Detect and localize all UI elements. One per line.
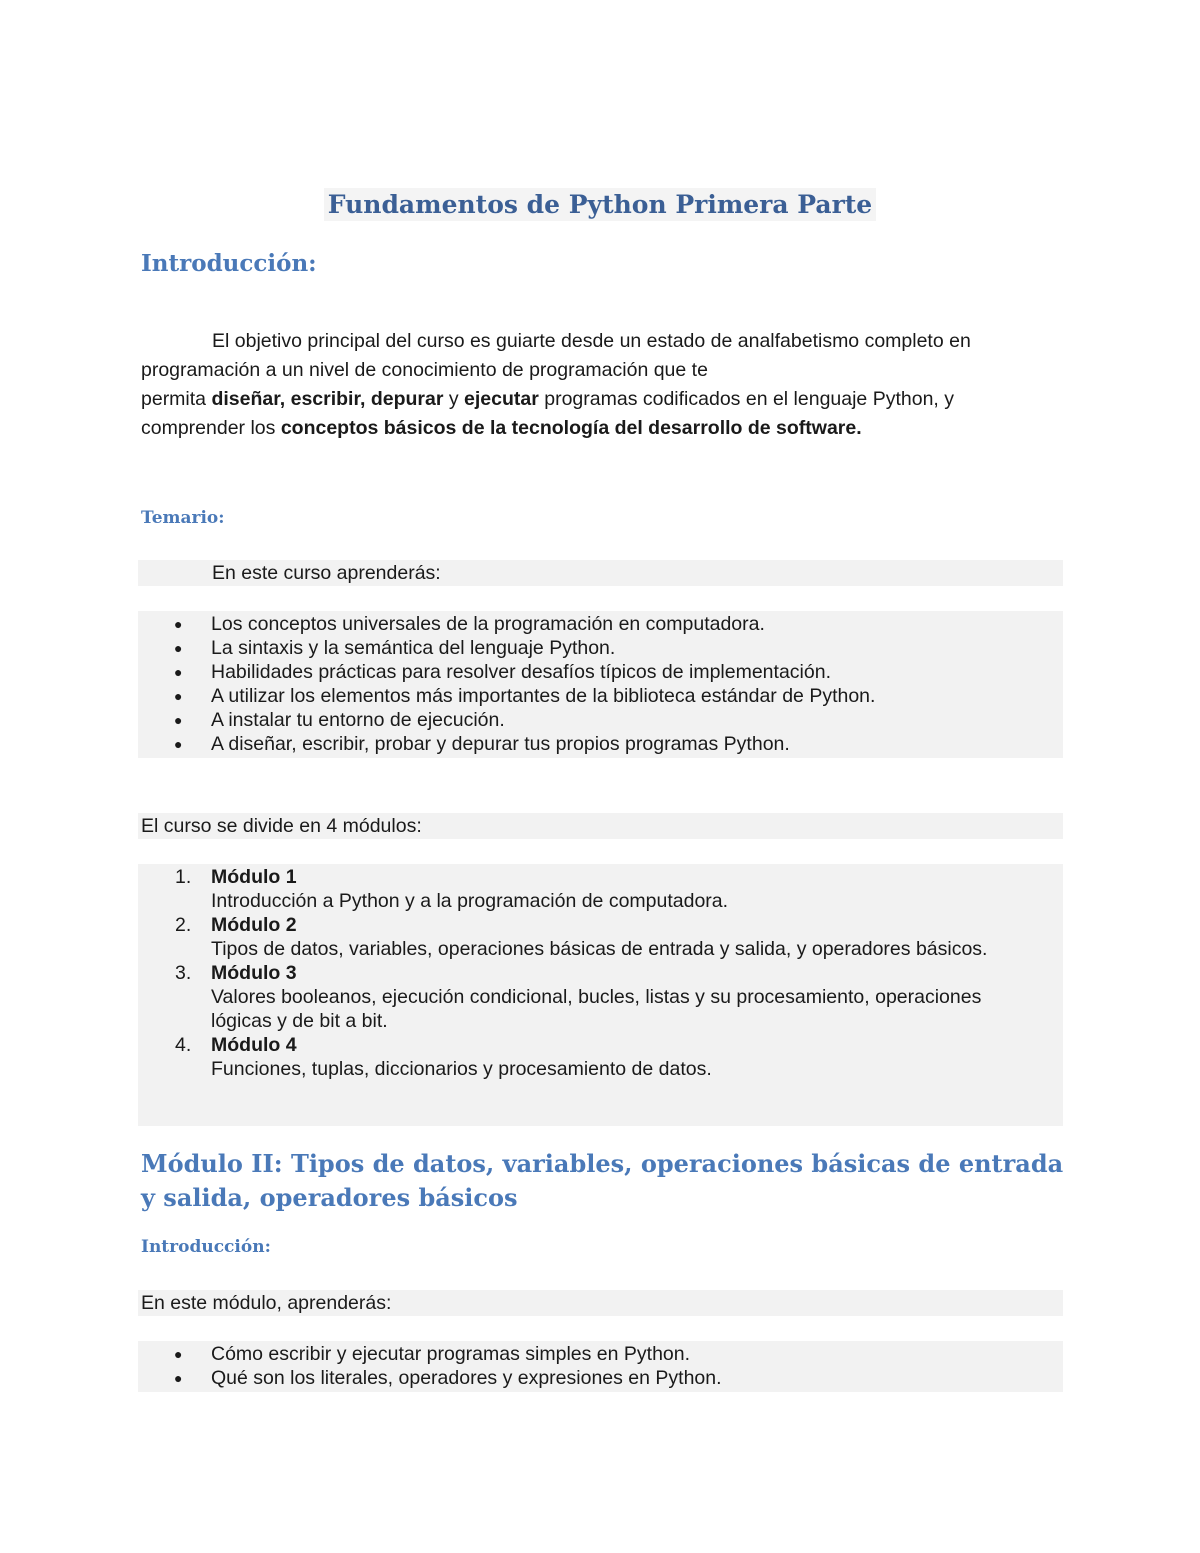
module-title: Módulo 2 [211,914,297,936]
intro-line-1-text: El objetivo principal del curso es guiarte desde un estado de analfabetismo completo en [212,330,971,352]
module2-intro: En este módulo, aprenderás: [138,1290,1063,1316]
intro-line-4 [141,414,971,443]
temario-intro [138,560,1063,586]
module-item-2 [138,913,1063,961]
temario-intro-text: En este curso aprenderás: [212,562,441,584]
bold-term: escribir [290,388,360,410]
bold-term: conceptos básicos de la tecnología del desarrollo de software [280,417,857,439]
list-item [138,636,1063,660]
bullet-icon: ● [174,640,183,656]
intro-heading: Introducción: [141,250,317,277]
list-number: 2. [175,914,192,936]
bullet-icon: ● [174,664,183,680]
list-item-text: Habilidades prácticas para resolver desafíos típicos de implementación. [211,661,831,683]
list-item-text: A instalar tu entorno de ejecución. [211,709,505,731]
list-item [138,1366,1063,1390]
list-item-text: Cómo escribir y ejecutar programas simples en Python. [211,1343,691,1365]
modules-list [138,864,1063,1126]
module-title: Módulo 4 [211,1034,297,1056]
list-number: 3. [175,962,192,984]
bold-term: ejecutar [464,388,539,410]
bold-term: . [856,417,862,439]
intro-paragraph [141,327,971,443]
text-fragment: comprender los [141,417,281,439]
bold-term: depurar [370,388,444,410]
text-fragment: y [443,388,465,410]
module-desc: Introducción a Python y a la programación de computadora. [211,890,729,912]
module2-heading: Módulo II: Tipos de datos, variables, operaciones básicas de entrada y salida, operadores básicos [141,1149,1064,1212]
list-item-text: A utilizar los elementos más importantes de la biblioteca estándar de Python. [211,685,876,707]
intro-line-1 [141,327,971,356]
list-item [138,660,1063,684]
module-title: Módulo 3 [211,962,297,984]
bold-term: , [279,388,291,410]
list-item-text: La sintaxis y la semántica del lenguaje Python. [211,637,616,659]
bullet-icon: ● [174,616,183,632]
module-item-1 [138,865,1063,913]
list-item [138,732,1063,756]
text-fragment: permita [141,388,212,410]
list-number: 4. [175,1034,192,1056]
module-title: Módulo 1 [211,866,297,888]
bullet-icon: ● [174,1346,183,1362]
list-item [138,612,1063,636]
bold-term: , [359,388,371,410]
module-desc: lógicas y de bit a bit. [211,1010,388,1032]
document-title [0,190,1200,219]
document-title-text: Fundamentos de Python Primera Parte [324,188,876,221]
list-item-text: A diseñar, escribir, probar y depurar tus propios programas Python. [211,733,790,755]
bullet-icon: ● [174,688,183,704]
temario-list [138,611,1063,758]
bullet-icon: ● [174,736,183,752]
list-item [138,708,1063,732]
bold-term: diseñar [211,388,280,410]
list-number: 1. [175,866,192,888]
bullet-icon: ● [174,712,183,728]
module-desc: Tipos de datos, variables, operaciones básicas de entrada y salida, y operadores básicos. [211,938,988,960]
bullet-icon: ● [174,1370,183,1386]
list-item [138,684,1063,708]
module-item-3 [138,961,1063,1033]
module2-list [138,1341,1063,1392]
module-desc: Funciones, tuplas, diccionarios y procesamiento de datos. [211,1058,712,1080]
list-item [138,1342,1063,1366]
temario-heading: Temario: [141,508,225,528]
list-item-text: Qué son los literales, operadores y expresiones en Python. [211,1367,722,1389]
intro-line-3 [141,385,971,414]
module-desc: Valores booleanos, ejecución condicional, bucles, listas y su procesamiento, operaciones [211,986,982,1008]
list-item-text: Los conceptos universales de la programación en computadora. [211,613,765,635]
intro-line-2: programación a un nivel de conocimiento de programación que te [141,359,708,381]
module2-intro-heading: Introducción: [141,1237,271,1257]
text-fragment: programas codificados en el lenguaje Python, y [538,388,954,410]
module-item-4 [138,1033,1063,1081]
modules-intro: El curso se divide en 4 módulos: [138,813,1063,839]
